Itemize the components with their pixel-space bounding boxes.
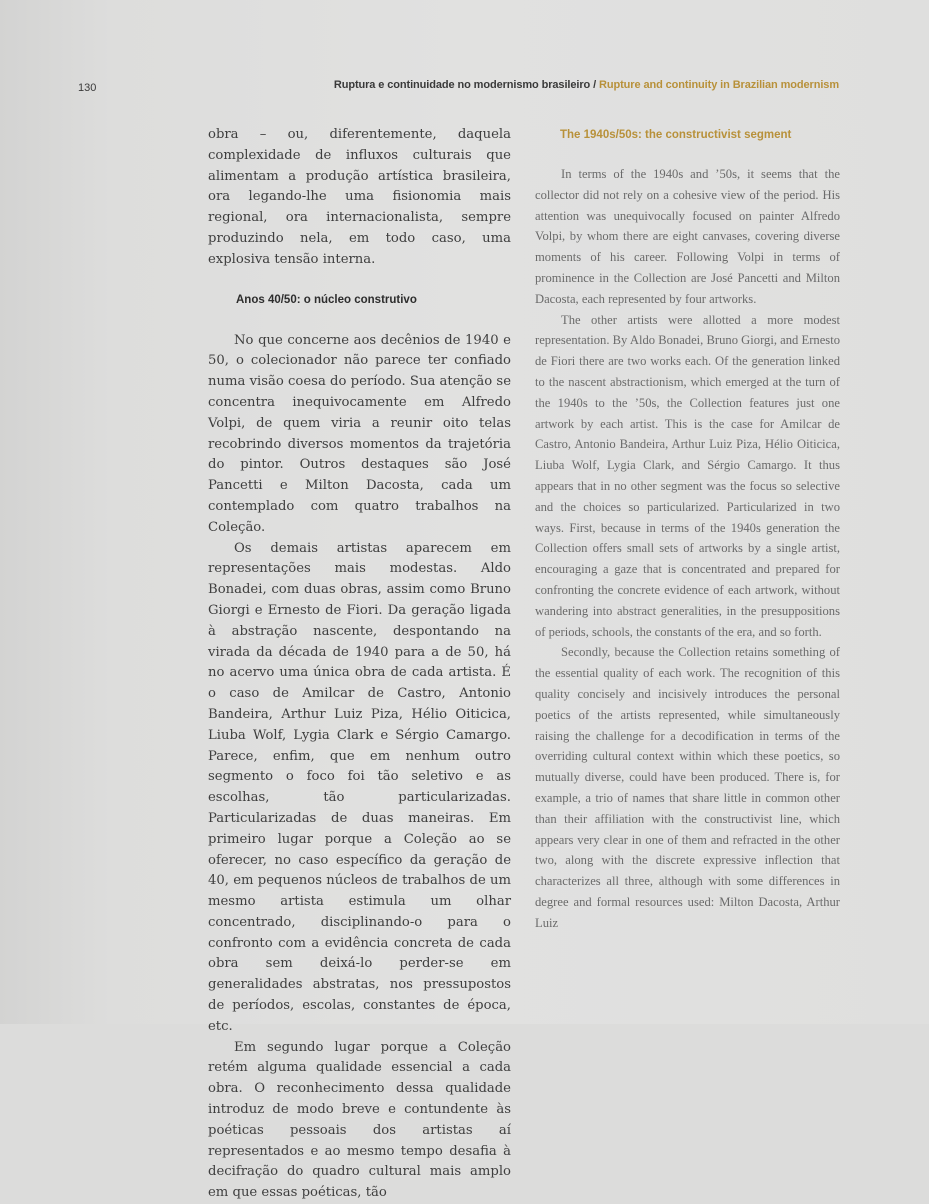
paragraph-3-pt: Em segundo lugar porque a Coleção retém alguma qualidade essencial a cada obra. O reconhecimento dessa qualidade introduz de modo breve e contundente às poéticas pessoais dos artistas aí representados e ao mesmo tempo desafia à decifração do quadro cultural mais amplo em que essas poéticas, tão [208, 1039, 511, 1201]
paragraph-3-en: Secondly, because the Collection retains something of the essential quality of each work. The recognition of this quality concisely and incisively introduces the personal poetics of the artists represented, while simultaneously raising the challenge for a decodification in terms of the overriding cultural context within which these poetics, so mutually diverse, could have been produced. There is, for example, a trio of names that share little in common other than their affiliation with the constructivist line, which appears very clear in one of them and refracted in the other two, along with the discrete expressive inflection that characterizes all three, although with some differences in degree and formal resources used: Milton Dacosta, Arthur Luiz [535, 645, 840, 930]
paragraph-1-pt: No que concerne aos decênios de 1940 e 50, o colecionador não parece ter confiado numa visão coesa do período. Sua atenção se concentra inequivocamente em Alfredo Volpi, de quem viria a reunir oito telas recobrindo diversos momentos da trajetória do pintor. Outros destaques são José Pancetti e Milton Dacosta, cada um contemplado com quatro trabalhos na Coleção. [208, 332, 511, 535]
running-head-portuguese: Ruptura e continuidade no modernismo brasileiro / [333, 79, 597, 91]
portuguese-column [208, 125, 511, 1204]
paragraph-2-pt: Os demais artistas aparecem em representações mais modestas. Aldo Bonadei, com duas obras, assim como Bruno Giorgi e Ernesto de Fiori. Da geração ligada à abstração nascente, despontando na virada da década de 1940 para a de 50, há no acervo uma única obra de cada artista. É o caso de Amilcar de Castro, Antonio Bandeira, Arthur Luiz Piza, Hélio Oiticica, Liuba Wolf, Lygia Clark e Sérgio Camargo. Parece, enfim, que em nenhum outro segmento o foco foi tão seletivo e as escolhas, tão particularizadas. Particularizadas de duas maneiras. Em primeiro lugar porque a Coleção ao se oferecer, no caso específico da geração de 40, em pequenos núcleos de trabalhos de um mesmo artista estimula um olhar concentrado, disciplinando-o para o confronto com a evidência concreta de cada obra sem deixá-lo perder-se em generalidades abstratas, nos pressupostos de períodos, escolas, constantes de época, etc. [208, 540, 511, 1034]
page-number: 130 [78, 82, 97, 94]
running-head [334, 79, 839, 91]
english-column [535, 125, 840, 933]
paragraph-1-en: In terms of the 1940s and ’50s, it seems that the collector did not rely on a cohesive view of the period. His attention was unequivocally focused on painter Alfredo Volpi, by whom there are eight canvases, covering diverse moments of his career. Following Volpi in terms of prominence in the Collection are José Pancetti and Milton Dacosta, each represented by four artworks. [535, 167, 840, 306]
paragraph-2-en: The other artists were allotted a more modest representation. By Aldo Bonadei, Bruno Giorgi, and Ernesto de Fiori there are two works each. Of the generation linked to the nascent abstractionism, which emerged at the turn of the 1940s to the ’50s, the Collection features just one artwork by each artist. This is the case for Amilcar de Castro, Antonio Bandeira, Arthur Luiz Piza, Hélio Oiticica, Liuba Wolf, Lygia Clark, and Sérgio Camargo. It thus appears that in no other segment was the focus so selective and the choices so particularized. Particularized in two ways. First, because in terms of the 1940s generation the Collection offers small sets of artworks by a single artist, encouraging a gaze that is concentrated and prepared for confronting the concrete evidence of each artwork, without wandering into abstract generalities, in the presuppositions of periods, schools, the constants of the era, and so forth. [535, 312, 840, 639]
intro-paragraph: obra – ou, diferentemente, daquela complexidade de influxos culturais que alimentam a produção artística brasileira, ora legando-lhe uma fisionomia mais regional, ora internacionalista, sempre produzindo nela, em todo caso, uma explosiva tensão interna. [208, 127, 511, 267]
section-heading-pt: Anos 40/50: o núcleo construtivo [236, 293, 417, 306]
section-heading-en: The 1940s/50s: the constructivist segment [560, 129, 792, 141]
running-head-english: Rupture and continuity in Brazilian modernism [599, 79, 839, 91]
